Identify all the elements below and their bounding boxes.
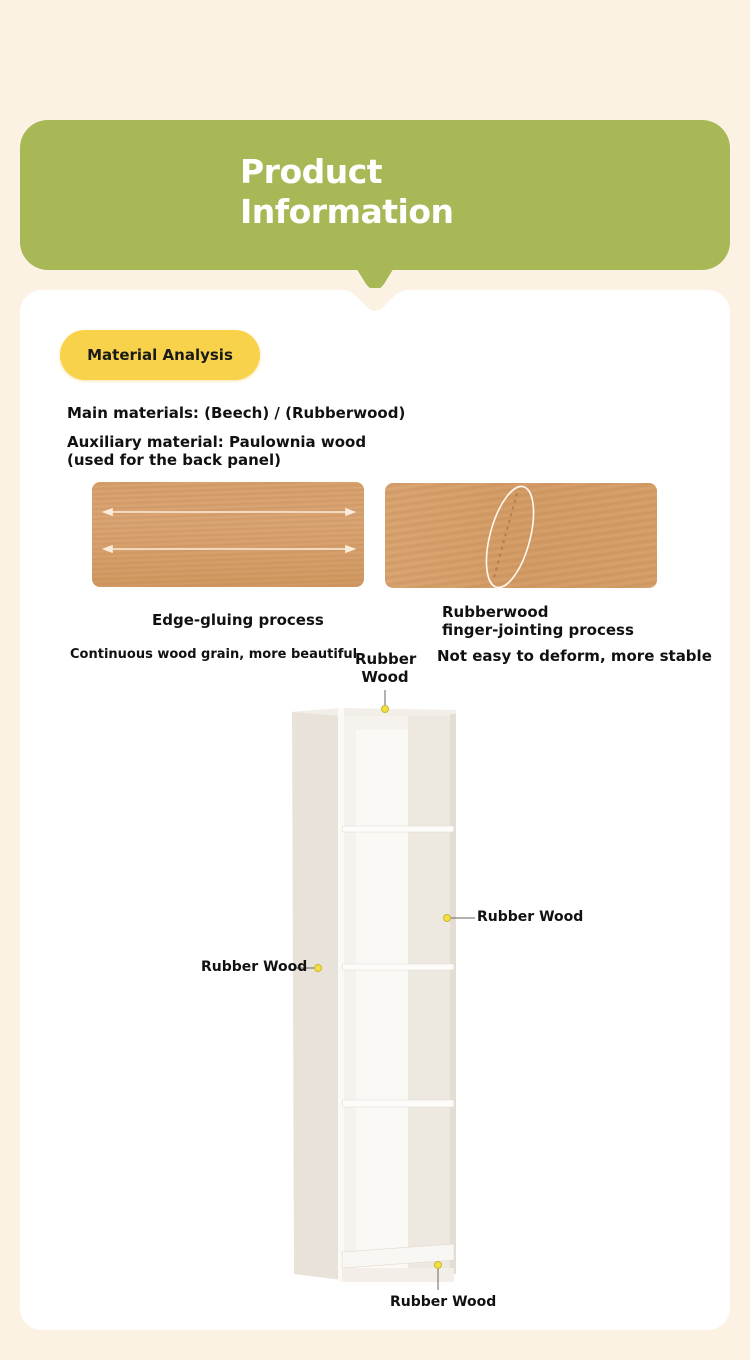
title-line-1: Product <box>240 152 383 191</box>
edge-gluing-description: Continuous wood grain, more beautiful <box>70 647 358 662</box>
main-materials-text: Main materials: (Beech) / (Rubberwood) <box>67 404 406 422</box>
callout-top-label <box>355 650 415 686</box>
title-line-2: Information <box>240 192 454 231</box>
finger-jointing-description: Not easy to deform, more stable <box>437 647 712 665</box>
badge-label: Material Analysis <box>87 346 233 364</box>
auxiliary-material-text: Auxiliary material: Paulownia wood (used for the back panel) <box>67 433 367 469</box>
callout-top-line-2: Wood <box>361 668 409 686</box>
callout-left-label: Rubber Wood <box>201 959 308 975</box>
callout-bottom-label: Rubber Wood <box>390 1294 497 1310</box>
finger-jointing-title-line-2: finger-jointing process <box>442 621 634 639</box>
callout-right-label: Rubber Wood <box>477 909 584 925</box>
edge-gluing-title: Edge-gluing process <box>152 611 324 629</box>
callout-top-line-1: Rubber <box>355 650 417 668</box>
finger-jointing-title-line-1: Rubberwood <box>442 603 549 621</box>
